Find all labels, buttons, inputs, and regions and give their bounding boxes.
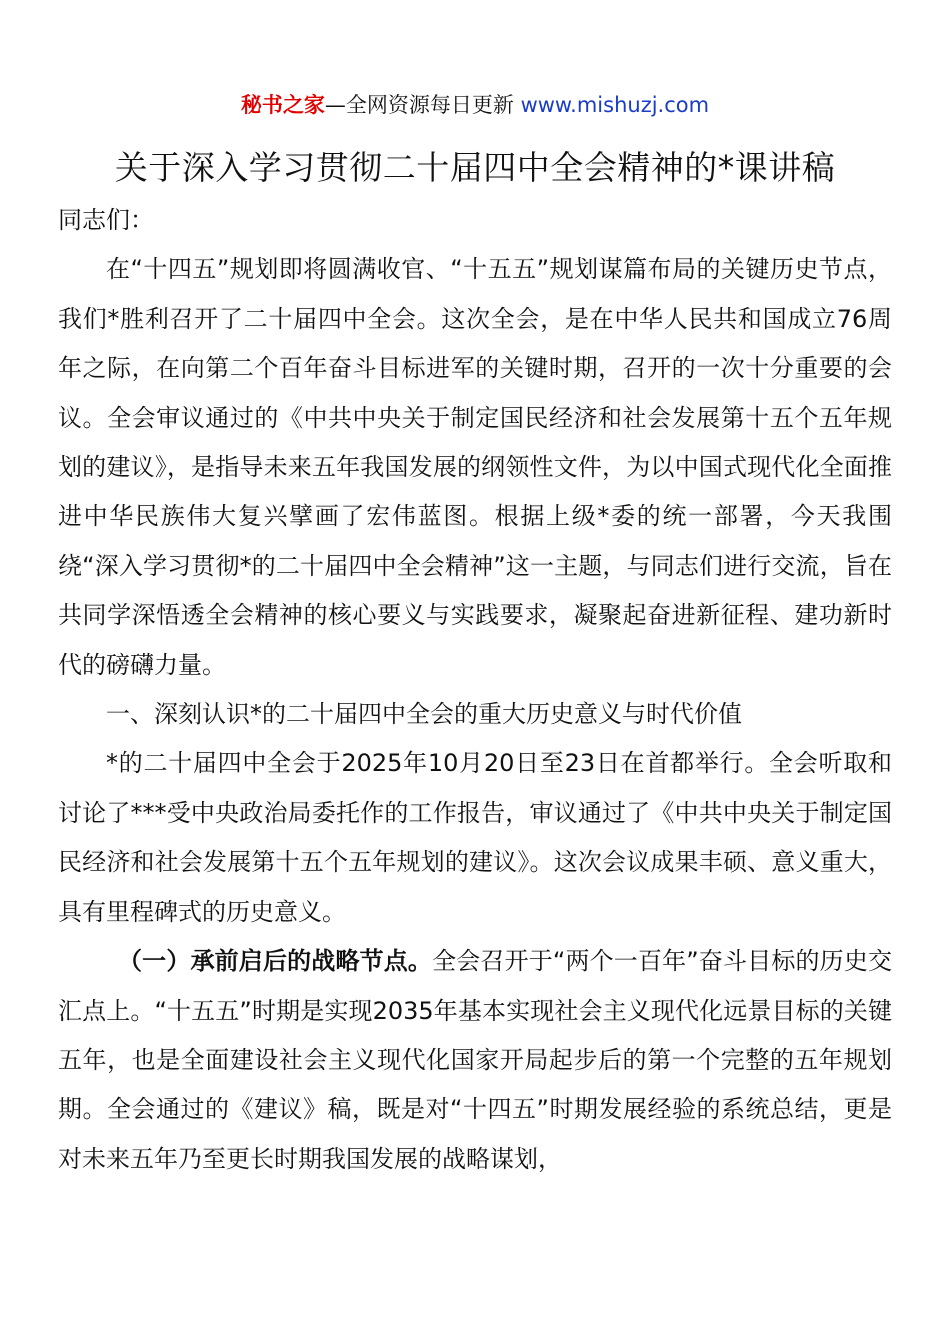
subsection-lead: （一）承前启后的战略节点。 <box>118 947 433 976</box>
subsection-text: 全会召开于“两个一百年”奋斗目标的历史交汇点上。“十五五”时期是实现2035年基本实现社会主义现代化远景目标的关键五年，也是全面建设社会主义现代化国家开局起步后的第一个完整的五年规划期。全会通过的《建议》稿，既是对“十四五”时期发展经验的系统总结，更是对未来五年乃至更长时期我国发展的战略谋划， <box>58 947 893 1173</box>
document-title: 关于深入学习贯彻二十届四中全会精神的*课讲稿 <box>114 148 836 187</box>
paragraph-intro: 在“十四五”规划即将圆满收官、“十五五”规划谋篇布局的关键历史节点，我们*胜利召开了二十届四中全会。这次全会，是在中华人民共和国成立76周年之际，在向第二个百年奋斗目标进军的关键时期，召开的一次十分重要的会议。全会审议通过的《中共中央关于制定国民经济和社会发展第十五个五年规划的建议》，是指导未来五年我国发展的纲领性文件，为以中国式现代化全面推进中华民族伟大复兴擘画了宏伟蓝图。根据上级*委的统一部署，今天我围绕“深入学习贯彻*的二十届四中全会精神”这一主题，与同志们进行交流，旨在共同学深悟透全会精神的核心要义与实践要求，凝聚起奋进新征程、建功新时代的磅礴力量。 <box>58 255 892 679</box>
site-tagline: —全网资源每日更新 <box>324 93 521 117</box>
site-brand: 秘书之家 <box>240 93 325 117</box>
site-url-link[interactable]: www.mishuzj.com <box>520 93 710 117</box>
paragraph-meeting: *的二十届四中全会于2025年10月20日至23日在首都举行。全会听取和讨论了***受中央政治局委托作的工作报告，审议通过了《中共中央关于制定国民经济和社会发展第十五个五年规划的建议》。这次会议成果丰硕、意义重大，具有里程碑式的历史意义。 <box>58 749 892 926</box>
site-header <box>0 88 950 122</box>
document-body <box>58 196 892 1184</box>
paragraph-subsection <box>58 937 892 1184</box>
section-heading: 一、深刻认识*的二十届四中全会的重大历史意义与时代价值 <box>106 700 742 729</box>
salutation: 同志们： <box>58 206 154 234</box>
